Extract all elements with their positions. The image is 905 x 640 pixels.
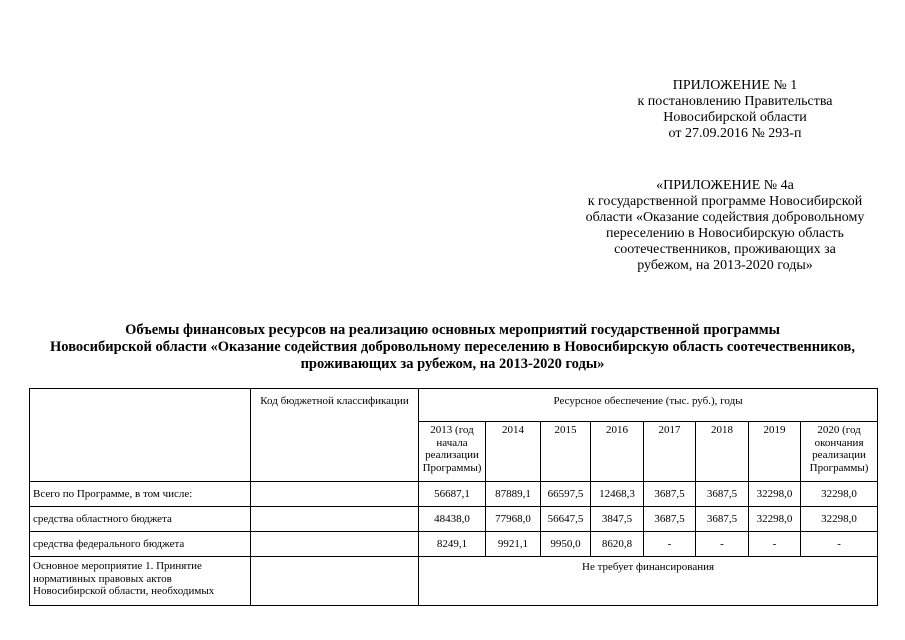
title-line: Объемы финансовых ресурсов на реализацию основных мероприятий государственной программы [125,322,780,338]
appendix-4a-line: рубежом, на 2013-2020 годы» [637,258,813,273]
document-title [20,322,885,373]
value-cell: 3687,5 [696,482,749,507]
value-cell: 87889,1 [486,482,541,507]
year-header: 2020 (год окончания реализации Программы) [801,422,878,482]
appendix-4a-line: области «Оказание содействия добровольному [585,210,865,225]
value-cell: 32298,0 [749,507,801,532]
value-cell: 8620,8 [591,532,644,557]
year-header: 2017 [644,422,696,482]
appendix-4a-line: «ПРИЛОЖЕНИЕ № 4а [656,178,794,193]
value-cell: 48438,0 [419,507,486,532]
value-cell: 56687,1 [419,482,486,507]
header-label-cell [30,389,251,482]
financing-table [29,388,878,606]
value-cell: 3687,5 [696,507,749,532]
budget-code-cell [251,482,419,507]
appendix-1-line: Новосибирской области [663,110,807,125]
budget-code-cell [251,532,419,557]
year-header: 2014 [486,422,541,482]
row-label: средства областного бюджета [30,507,251,532]
value-cell: 77968,0 [486,507,541,532]
row-label: Всего по Программе, в том числе: [30,482,251,507]
budget-code-cell [251,507,419,532]
table-row [30,482,878,507]
value-cell: 9950,0 [541,532,591,557]
value-cell: - [644,532,696,557]
appendix-1-line: к постановлению Правительства [637,94,833,109]
value-cell: 3687,5 [644,507,696,532]
table-row [30,532,878,557]
table-header-row [30,389,878,422]
value-cell: 32298,0 [801,507,878,532]
table-row [30,557,878,606]
no-financing-note: Не требует финансирования [419,557,878,606]
value-cell: 12468,3 [591,482,644,507]
header-budget-code: Код бюджетной классификации [251,389,419,482]
value-cell: 8249,1 [419,532,486,557]
appendix-1-line: от 27.09.2016 № 293-п [668,126,802,141]
value-cell: 32298,0 [749,482,801,507]
title-line: проживающих за рубежом, на 2013-2020 годы» [300,356,605,372]
header-resources: Ресурсное обеспечение (тыс. руб.), годы [419,389,878,422]
appendix-4a-line: соотечественников, проживающих за [614,242,836,257]
measure-label: Основное мероприятие 1. Принятие нормативных правовых актов Новосибирской области, необходимых [30,557,251,606]
year-header: 2018 [696,422,749,482]
row-label: средства федерального бюджета [30,532,251,557]
value-cell: 3847,5 [591,507,644,532]
value-cell: - [749,532,801,557]
year-header: 2016 [591,422,644,482]
appendix-1-line: ПРИЛОЖЕНИЕ № 1 [672,78,798,93]
value-cell: 66597,5 [541,482,591,507]
title-line: Новосибирской области «Оказание содействия добровольному переселению в Новосибирскую область соотечественников, [50,339,855,355]
appendix-4a-header [560,178,890,274]
value-cell: 56647,5 [541,507,591,532]
value-cell: 32298,0 [801,482,878,507]
year-header: 2015 [541,422,591,482]
budget-code-cell [251,557,419,606]
value-cell: 9921,1 [486,532,541,557]
table-row [30,507,878,532]
appendix-1-header [600,78,870,142]
appendix-4a-line: переселению в Новосибирскую область [606,226,844,241]
value-cell: 3687,5 [644,482,696,507]
value-cell: - [801,532,878,557]
year-header: 2019 [749,422,801,482]
appendix-4a-line: к государственной программе Новосибирской [587,194,863,209]
year-header: 2013 (год начала реализации Программы) [419,422,486,482]
value-cell: - [696,532,749,557]
